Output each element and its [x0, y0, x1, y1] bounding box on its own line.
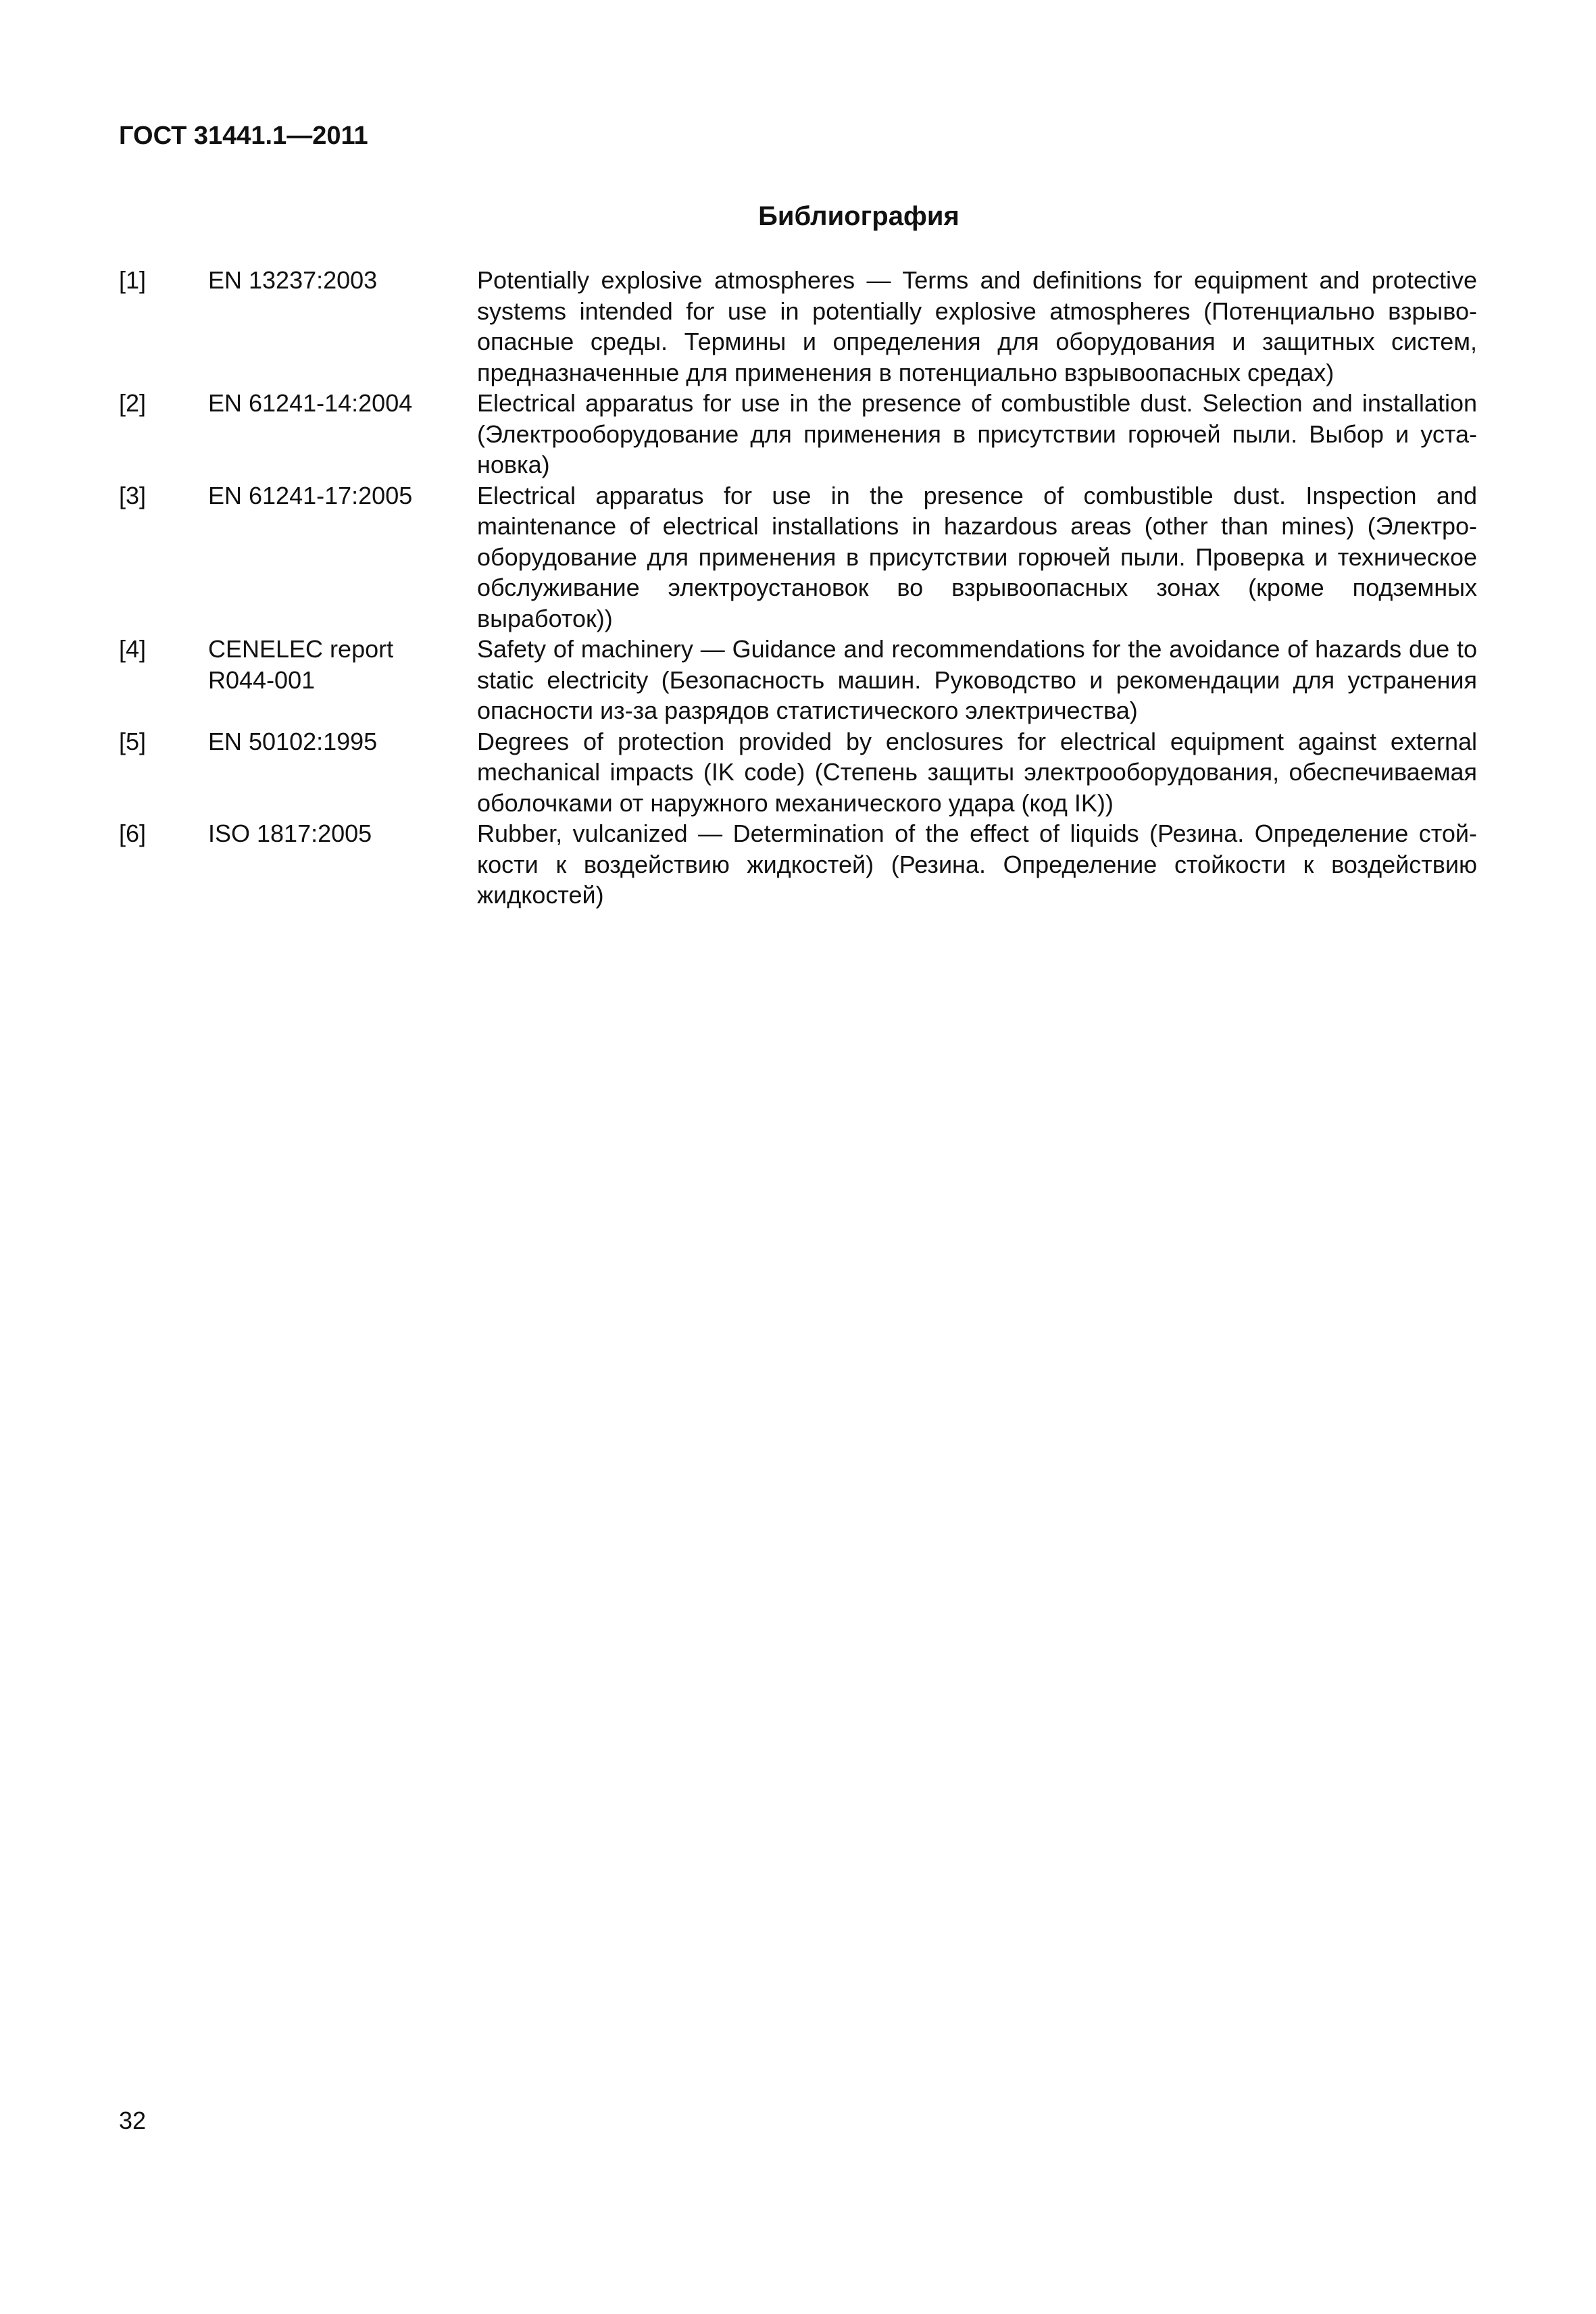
bibliography-entry [119, 480, 1477, 634]
bibliography-list [119, 265, 1477, 911]
entry-number: [2] [119, 389, 147, 417]
entry-number: [3] [119, 481, 147, 509]
bibliography-entry [119, 726, 1477, 819]
entry-standard-code: EN 13237:2003 [208, 266, 378, 294]
entry-number: [1] [119, 266, 147, 294]
bibliography-entry [119, 388, 1477, 480]
entry-standard-code: ISO 1817:2005 [208, 820, 372, 847]
document-header: ГОСТ 31441.1—2011 [119, 122, 368, 150]
bibliography-entry [119, 634, 1477, 726]
bibliography-entry [119, 265, 1477, 388]
entry-standard-code: EN 61241-14:2004 [208, 389, 413, 417]
entry-description: Degrees of protection provided by enclosures for electrical equipment against external mechanical impacts (IK code) (Степень защиты электрооборудования, обеспечиваемая оболочками от наружного механического удара (код IK)) [477, 727, 1477, 817]
entry-description: Safety of machinery — Guidance and recommendations for the avoidance of hazards due to static electricity (Безопасность машин. Руководство и рекомендации для устранения опасности из-за разрядов статистического электричества) [477, 635, 1477, 724]
entry-description: Rubber, vulcanized — Determination of the effect of liquids (Резина. Определение стойкости к воздействию жидкостей) (Резина. Определение стойкости к воздействию жидкостей) [477, 820, 1477, 909]
section-title: Библиография [758, 201, 959, 231]
entry-description: Electrical apparatus for use in the presence of combustible dust. Selection and installation (Электрооборудование для применения в присутствии горючей пыли. Выбор и установка) [477, 389, 1477, 478]
entry-description: Potentially explosive atmospheres — Terms and definitions for equipment and protective systems intended for use in potentially explosive atmospheres (Потенциально взрывоопасные среды. Термины и определения для оборудования и защитных систем, предназначенные для применения в потенциально взрывоопасных средах) [477, 266, 1477, 386]
entry-number: [5] [119, 727, 147, 755]
entry-standard-code: EN 61241-17:2005 [208, 481, 413, 509]
page-number: 32 [119, 2107, 147, 2134]
entry-standard-code: EN 50102:1995 [208, 727, 378, 755]
bibliography-entry [119, 818, 1477, 911]
entry-standard-code: CENELEC report R044-001 [208, 635, 394, 694]
entry-description: Electrical apparatus for use in the presence of combustible dust. Inspection and maintenance of electrical installations in hazardous areas (other than mines) (Электрооборудование для применения в присутствии горючей пыли. Проверка и техническое обслуживание электроустановок во взрывоопасных зонах (кроме подземных выработок)) [477, 481, 1477, 632]
entry-number: [6] [119, 820, 147, 847]
entry-number: [4] [119, 635, 147, 663]
